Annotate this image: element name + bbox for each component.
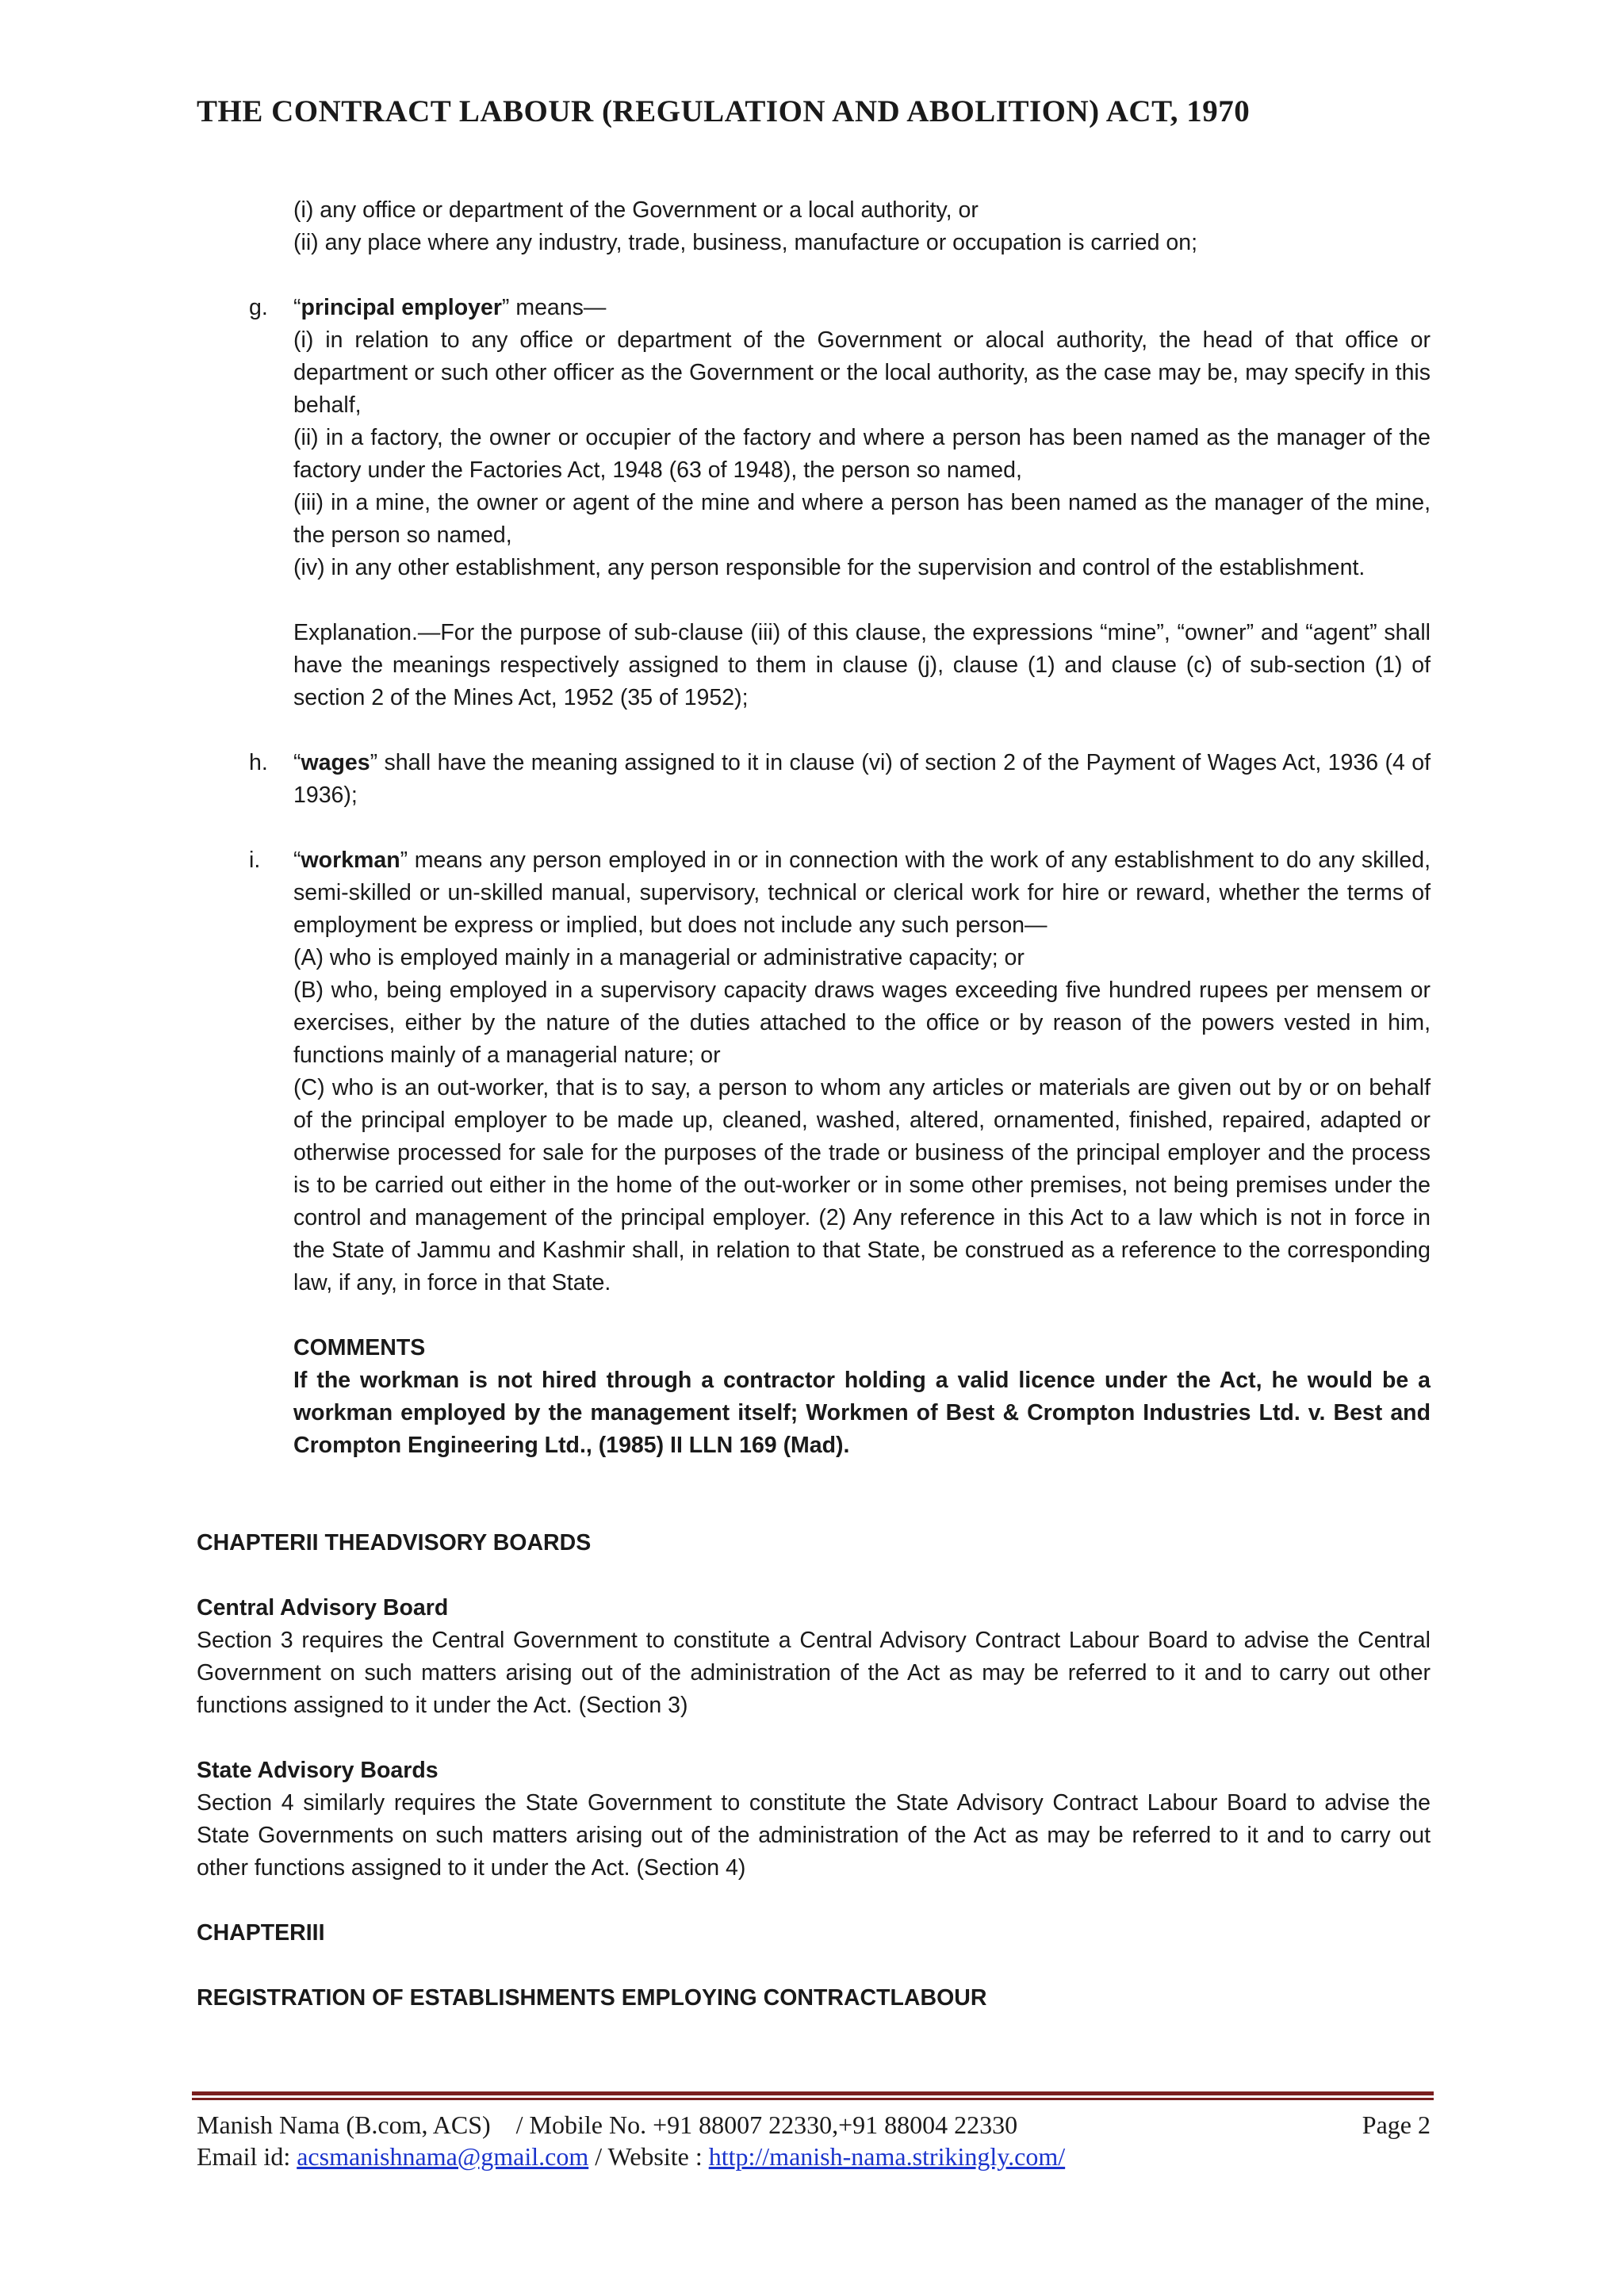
footer-mobile: / Mobile No. +91 88007 22330,+91 88004 22330 [515,2110,1018,2139]
footer-author-mobile [197,2109,1017,2141]
subclause-i: (i) any office or department of the Government or a local authority, or [293,197,979,223]
clause-h [249,747,1431,812]
clause-g-iii: (iii) in a mine, the owner or agent of the mine and where a person has been named as the manager of the mine, the person so named, [293,490,1431,548]
clause-i-B: (B) who, being employed in a supervisory capacity draws wages exceeding five hundred rupees per mensem or exercises, either by the nature of the duties attached to the office or by reason of the powers vested in him, functions mainly of a managerial nature; or [293,978,1431,1068]
chapter-iii-heading: CHAPTERIII [197,1920,325,1946]
clause-h-text [293,747,1431,812]
clause-h-after: ” shall have the meaning assigned to it in clause (vi) of section 2 of the Payment of Wages Act, 1936 (4 of 1936); [293,750,1431,808]
defined-term-wages: wages [301,750,370,775]
state-advisory-text: Section 4 similarly requires the State Government to constitute the State Advisory Contract Labour Board to advise the State Governments on such matters arising out of the administration of the Act as may be referred to it and to carry out other functions assigned to it under the Act. (Section 4) [197,1790,1431,1881]
defined-term-principal-employer: principal employer [301,295,502,320]
document-body [197,194,1431,2015]
comments-heading: COMMENTS [293,1335,426,1360]
open-quote: “ [293,750,301,775]
open-quote: “ [293,295,301,320]
page-number: Page 2 [1362,2110,1431,2139]
footer-author: Manish Nama (B.com, ACS) [197,2110,491,2139]
clause-g-explanation: Explanation.—For the purpose of sub-clause (iii) of this clause, the expressions “mine”, “owner” and “agent” shall have the meanings respectively assigned to them in clause (j), clause (1) and clause (c) of sub-section (1) of section 2 of the Mines Act, 1952 (35 of 1952); [293,620,1431,710]
document-title: THE CONTRACT LABOUR (REGULATION AND ABOLITION) ACT, 1970 [197,94,1251,128]
open-quote: “ [293,848,301,873]
clause-g-after: ” means— [501,295,607,320]
email-label: Email id: [197,2142,297,2171]
chapter-ii [197,1527,1431,2015]
chapter-ii-heading: CHAPTERII THEADVISORY BOARDS [197,1530,592,1556]
clause-g-lead [293,292,1431,324]
chapter-iii-subheading: REGISTRATION OF ESTABLISHMENTS EMPLOYING CONTRACTLABOUR [197,1985,987,2011]
clause-g [249,292,1431,714]
website-link[interactable]: http://manish-nama.strikingly.com/ [708,2142,1066,2171]
clause-i [249,844,1431,1462]
defined-term-workman: workman [301,848,400,873]
clause-i-lead [293,844,1431,942]
state-advisory-heading: State Advisory Boards [197,1758,439,1783]
comments-text: If the workman is not hired through a contractor holding a valid licence under the Act, he would be a workman employed by the management itself; Workmen of Best & Crompton Industries Ltd. v. Best and Crompton Engineering Ltd., (1985) II LLN 169 (Mad). [293,1368,1431,1458]
clause-g-i: (i) in relation to any office or department of the Government or alocal authority, the head of that office or department or such other officer as the Government or the local authority, as the case may be, may specify in this behalf, [293,327,1431,418]
footer-divider-thick [192,2091,1434,2095]
subclause-ii: (ii) any place where any industry, trade, business, manufacture or occupation is carried on; [293,230,1198,255]
clause-marker: h. [249,750,268,775]
footer-divider-thin [192,2098,1434,2100]
clause-marker: i. [249,848,261,873]
central-advisory-heading: Central Advisory Board [197,1595,449,1621]
email-link[interactable]: acsmanishnama@gmail.com [297,2142,589,2171]
clause-i-after: ” means any person employed in or in connection with the work of any establishment to do any skilled, semi-skilled or un-skilled manual, supervisory, technical or clerical work for hire or reward, whether the terms of employment be express or implied, but does not include any such person— [293,848,1431,938]
footer-contact-row [197,2109,1431,2141]
clause-g-ii: (ii) in a factory, the owner or occupier of the factory and where a person has been named as the manager of the factory under the Factories Act, 1948 (63 of 1948), the person so named, [293,425,1431,483]
clause-i-A: (A) who is employed mainly in a managerial or administrative capacity; or [293,945,1025,970]
clause-i-C: (C) who is an out-worker, that is to say, a person to whom any articles or materials are given out by or on behalf of the principal employer to be made up, cleaned, washed, altered, ornamented, finished, repaired, adapted or otherwise processed for sale for the purposes of the trade or business of the principal employer and the process is to be carried out either in the home of the out-worker or in some other premises, not being premises under the control and management of the principal employer. (2) Any reference in this Act to a law which is not in force in the State of Jammu and Kashmir shall, in relation to that State, be construed as a reference to the corresponding law, if any, in force in that State. [293,1075,1431,1295]
intro-subclauses [293,194,1431,259]
clause-marker: g. [249,295,268,320]
clause-g-iv: (iv) in any other establishment, any person responsible for the supervision and control of the establishment. [293,555,1365,580]
page-footer [197,2109,1431,2172]
footer-links-row [197,2141,1431,2172]
central-advisory-text: Section 3 requires the Central Government to constitute a Central Advisory Contract Labour Board to advise the Central Government on such matters arising out of the administration of the Act as may be referred to it and to carry out other functions assigned to it under the Act. (Section 3) [197,1628,1431,1718]
website-label: / Website : [588,2142,709,2171]
